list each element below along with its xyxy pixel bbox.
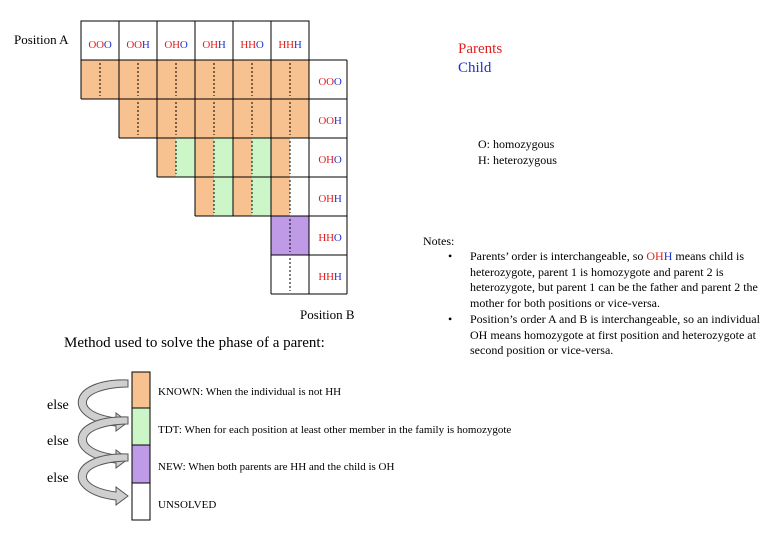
matrix-half-cell-new: [290, 216, 309, 255]
matrix-half-cell-known: [138, 60, 157, 99]
matrix-half-cell-tdt: [252, 177, 271, 216]
matrix-half-cell-known: [271, 177, 290, 216]
row-header-6: HHH: [318, 271, 342, 283]
matrix-half-cell-known: [119, 60, 138, 99]
else-label-2: else: [47, 434, 69, 449]
method-label-known: KNOWN: When the individual is not HH: [158, 386, 342, 398]
matrix-half-cell-unsolved: [290, 177, 309, 216]
matrix-half-cell-known: [176, 60, 195, 99]
legend-parents: Parents: [458, 41, 503, 57]
col-header-2: OOH: [126, 39, 150, 51]
matrix-half-cell-known: [214, 99, 233, 138]
row-header-5: HHO: [318, 232, 342, 244]
curved-arrow-icon: [78, 454, 128, 505]
matrix-half-cell-known: [195, 60, 214, 99]
matrix-half-cell-known: [290, 60, 309, 99]
legend-child: Child: [458, 60, 492, 76]
row-header-3: OHO: [318, 154, 342, 166]
notes-list: [448, 249, 768, 359]
matrix-half-cell-known: [119, 99, 138, 138]
method-diagram: [0, 360, 160, 530]
matrix-half-cell-tdt: [176, 138, 195, 177]
matrix-half-cell-known: [195, 138, 214, 177]
matrix-half-cell-known: [233, 60, 252, 99]
matrix-half-cell-known: [157, 60, 176, 99]
matrix-half-cell-known: [138, 99, 157, 138]
matrix-half-cell-known: [81, 60, 100, 99]
col-header-6: HHH: [278, 39, 302, 51]
matrix-half-cell-new: [271, 216, 290, 255]
matrix-half-cell-known: [252, 60, 271, 99]
matrix-half-cell-unsolved: [290, 138, 309, 177]
method-box-known: [132, 372, 150, 408]
method-label-new: NEW: When both parents are HH and the child is OH: [158, 461, 395, 473]
matrix-half-cell-unsolved: [290, 255, 309, 294]
matrix-half-cell-known: [233, 99, 252, 138]
matrix-half-cell-known: [157, 99, 176, 138]
row-header-4: OHH: [318, 193, 342, 205]
position-a-label: Position A: [14, 32, 69, 47]
row-header-1: OOO: [318, 76, 342, 88]
col-header-3: OHO: [164, 39, 188, 51]
matrix-half-cell-known: [233, 138, 252, 177]
matrix-half-cell-known: [271, 138, 290, 177]
method-label-unsolved: UNSOLVED: [158, 499, 217, 511]
col-header-4: OHH: [202, 39, 226, 51]
else-label-1: else: [47, 398, 69, 413]
matrix-half-cell-tdt: [252, 138, 271, 177]
col-header-5: HHO: [240, 39, 264, 51]
note-2: • Position’s order A and B is interchangeable, so an individual OH means homozygote at first position and heterozygote at second position or vice-versa.: [448, 312, 760, 357]
matrix-half-cell-known: [214, 60, 233, 99]
method-label-tdt: TDT: When for each position at least other member in the family is homozygote: [158, 424, 512, 436]
matrix-half-cell-tdt: [214, 138, 233, 177]
matrix-half-cell-known: [233, 177, 252, 216]
matrix-half-cell-known: [100, 60, 119, 99]
key-homozygous: O: homozygous: [478, 137, 555, 151]
method-box-tdt: [132, 408, 150, 445]
method-title: Method used to solve the phase of a parent:: [64, 335, 325, 351]
matrix-half-cell-known: [157, 138, 176, 177]
matrix-half-cell-unsolved: [271, 255, 290, 294]
row-header-2: OOH: [318, 115, 342, 127]
position-b-label: Position B: [300, 307, 355, 322]
col-header-1: OOO: [88, 39, 112, 51]
matrix-half-cell-known: [271, 60, 290, 99]
matrix-half-cell-tdt: [214, 177, 233, 216]
method-box-new: [132, 445, 150, 483]
notes-title: Notes:: [423, 234, 455, 248]
note-1: • Parents’ order is interchangeable, so OHH means child is heterozygote, parent 1 is homozygote and parent 2 is heterozygote, but parent 1 can be the father and parent 2 the mother for both positions or vice-versa.: [448, 249, 758, 310]
matrix-half-cell-known: [176, 99, 195, 138]
matrix-half-cell-known: [290, 99, 309, 138]
method-box-unsolved: [132, 483, 150, 520]
key-heterozygous: H: heterozygous: [478, 153, 557, 167]
matrix-half-cell-known: [195, 99, 214, 138]
else-label-3: else: [47, 471, 69, 486]
matrix-half-cell-known: [195, 177, 214, 216]
matrix-half-cell-known: [252, 99, 271, 138]
matrix-half-cell-known: [271, 99, 290, 138]
